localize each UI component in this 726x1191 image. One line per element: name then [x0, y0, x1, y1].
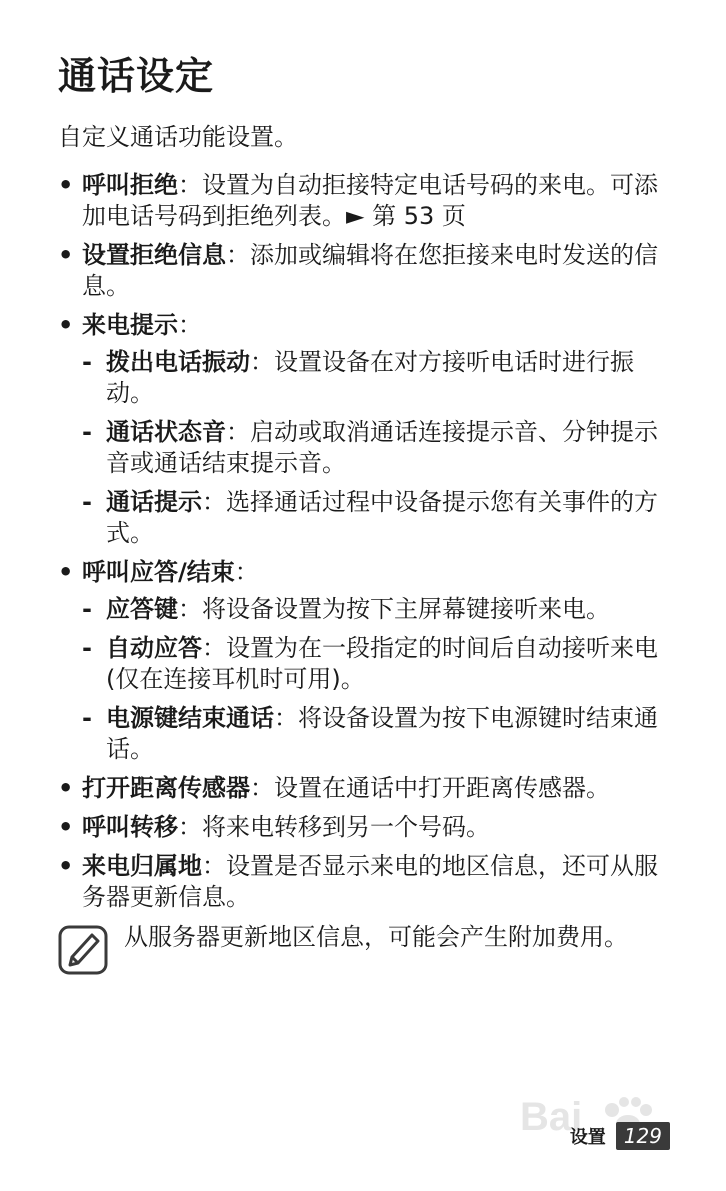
sub-item-desc: ：选择通话过程中设备提示您有关事件的方式。	[106, 488, 658, 547]
sub-list-item	[82, 417, 670, 479]
dash-icon: -	[82, 488, 92, 516]
item-term: 来电归属地	[82, 852, 202, 880]
item-desc: ：将来电转移到另一个号码。	[178, 813, 490, 841]
sub-item-term: 通话提示	[106, 488, 202, 516]
dash-icon: -	[82, 704, 92, 732]
sub-item-desc: ：设置为在一段指定的时间后自动接听来电 (仅在连接耳机时可用)。	[106, 634, 658, 693]
list-item	[58, 170, 670, 232]
sub-item-desc: ：将设备设置为按下电源键时结束通话。	[106, 704, 658, 763]
item-term: 设置拒绝信息	[82, 241, 226, 269]
sub-list-item	[82, 633, 670, 695]
sub-list-item	[82, 594, 670, 625]
item-term: 呼叫转移	[82, 813, 178, 841]
bullet-icon: •	[58, 813, 74, 841]
intro-text: 自定义通话功能设置。	[58, 123, 298, 151]
sub-list-item	[82, 347, 670, 409]
svg-text:Bai: Bai	[520, 1095, 583, 1139]
list-item	[58, 773, 670, 804]
sub-item-term: 拨出电话振动	[106, 348, 250, 376]
sub-list-item	[82, 703, 670, 765]
bullet-icon: •	[58, 774, 74, 802]
sub-item-term: 通话状态音	[106, 418, 226, 446]
list-item	[58, 310, 670, 549]
dash-icon: -	[82, 348, 92, 376]
sub-item-desc: ：设置设备在对方接听电话时进行振动。	[106, 348, 634, 407]
item-desc: ：添加或编辑将在您拒接来电时发送的信息。	[82, 241, 658, 300]
bullet-icon: •	[58, 852, 74, 880]
sub-item-desc: ：将设备设置为按下主屏幕键接听来电。	[178, 595, 610, 623]
bullet-icon: •	[58, 558, 74, 586]
list-item	[58, 851, 670, 913]
item-term: 呼叫拒绝	[82, 171, 178, 199]
document-page	[58, 52, 670, 953]
bullet-icon: •	[58, 241, 74, 269]
note-pencil-icon	[58, 925, 108, 975]
item-desc: ：	[234, 558, 259, 586]
note-text: 从服务器更新地区信息，可能会产生附加费用。	[124, 923, 628, 951]
sub-item-term: 自动应答	[106, 634, 202, 662]
sub-list	[82, 347, 670, 549]
note-box	[58, 921, 670, 953]
list-item	[58, 812, 670, 843]
bullet-icon: •	[58, 171, 74, 199]
item-term: 呼叫应答/结束	[82, 558, 235, 586]
section-label: 设置	[569, 1127, 606, 1148]
dash-icon: -	[82, 595, 92, 623]
page-title: 通话设定	[58, 54, 215, 98]
item-desc: ：设置在通话中打开距离传感器。	[250, 774, 610, 802]
item-desc: ：	[178, 311, 202, 339]
page-footer	[570, 1122, 670, 1150]
item-term: 打开距离传感器	[82, 774, 250, 802]
sub-list	[82, 594, 670, 765]
item-term: 来电提示	[82, 311, 178, 339]
settings-list	[58, 170, 670, 913]
bullet-icon: •	[58, 311, 74, 339]
sub-item-term: 电源键结束通话	[106, 704, 274, 732]
dash-icon: -	[82, 418, 92, 446]
dash-icon: -	[82, 634, 92, 662]
item-desc: ：设置是否显示来电的地区信息，还可从服务器更新信息。	[82, 852, 658, 911]
sub-item-term: 应答键	[106, 595, 178, 623]
list-item	[58, 557, 670, 765]
list-item	[58, 240, 670, 302]
sub-item-desc: ：启动或取消通话连接提示音、分钟提示音或通话结束提示音。	[106, 418, 658, 477]
sub-list-item	[82, 487, 670, 549]
page-number: 129	[616, 1122, 670, 1150]
item-desc: ：设置为自动拒接特定电话号码的来电。可添加电话号码到拒绝列表。► 第 53 页	[82, 171, 658, 230]
